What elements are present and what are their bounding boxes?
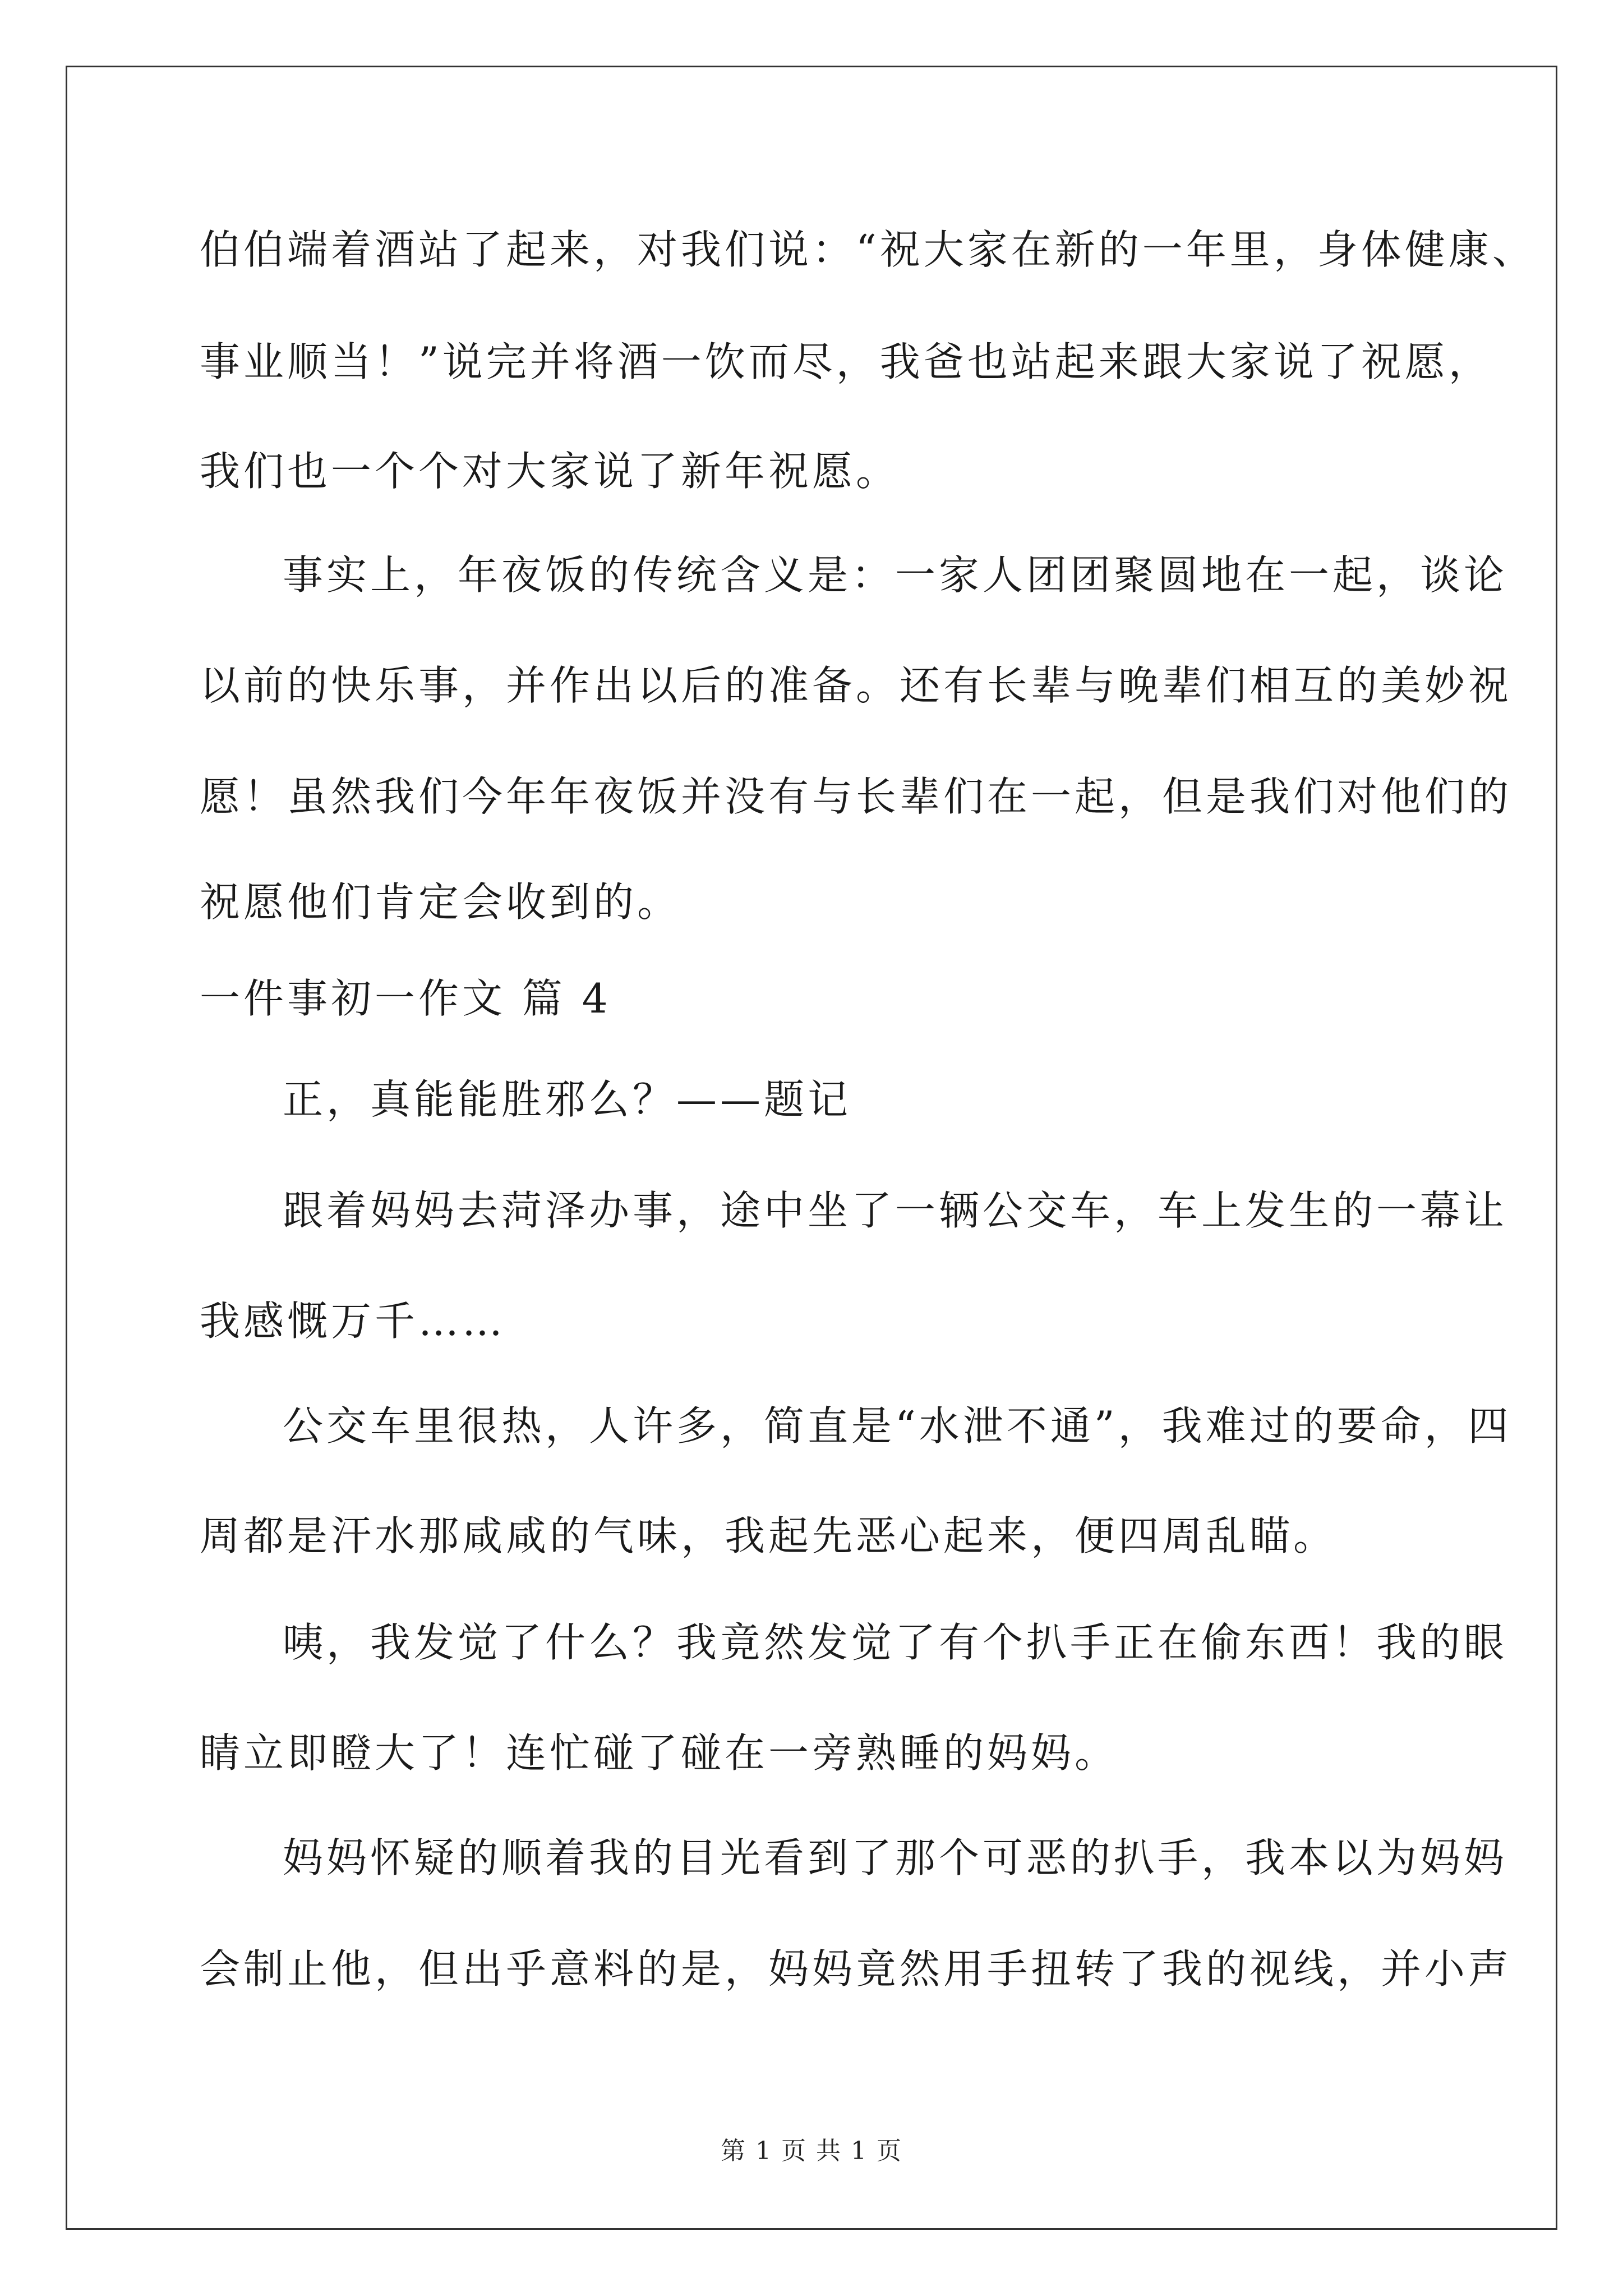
- paragraph-line: 周都是汗水那咸咸的气味，我起先恶心起来，便四周乱瞄。: [200, 1512, 1338, 1559]
- page-footer: 第 1 页 共 1 页: [721, 2137, 902, 2165]
- paragraph-line: 祝愿他们肯定会收到的。: [200, 878, 681, 926]
- section-heading: 一件事初一作文 篇 4: [200, 975, 611, 1022]
- paragraph-line: 咦，我发觉了什么？我竟然发觉了有个扒手正在偷东西！我的眼: [283, 1619, 1508, 1666]
- paragraph-line: 我感慨万千……: [200, 1297, 506, 1345]
- paragraph-line: 会制止他，但出乎意料的是，妈妈竟然用手扭转了我的视线，并小声: [200, 1945, 1513, 1993]
- paragraph-line: 我们也一个个对大家说了新年祝愿。: [200, 448, 900, 495]
- paragraph-line: 正，真能能胜邪么？——题记: [283, 1076, 852, 1123]
- paragraph-line: 跟着妈妈去菏泽办事，途中坐了一辆公交车，车上发生的一幕让: [283, 1187, 1508, 1234]
- paragraph-line: 以前的快乐事，并作出以后的准备。还有长辈与晚辈们相互的美妙祝: [200, 662, 1513, 709]
- paragraph-line: 事实上，年夜饭的传统含义是：一家人团团聚圆地在一起，谈论: [283, 551, 1508, 599]
- paragraph-line: 事业顺当！”说完并将酒一饮而尽，我爸也站起来跟大家说了祝愿，: [200, 338, 1492, 385]
- page-border: [66, 66, 1557, 2230]
- paragraph-line: 妈妈怀疑的顺着我的目光看到了那个可恶的扒手，我本以为妈妈: [283, 1834, 1508, 1881]
- paragraph-line: 愿！虽然我们今年年夜饭并没有与长辈们在一起，但是我们对他们的: [200, 773, 1513, 820]
- paragraph-line: 睛立即瞪大了！连忙碰了碰在一旁熟睡的妈妈。: [200, 1729, 1119, 1777]
- paragraph-line: 公交车里很热，人许多，简直是“水泄不通”，我难过的要命，四: [283, 1402, 1512, 1450]
- paragraph-line: 伯伯端着酒站了起来，对我们说：“祝大家在新的一年里，身体健康、: [200, 226, 1536, 273]
